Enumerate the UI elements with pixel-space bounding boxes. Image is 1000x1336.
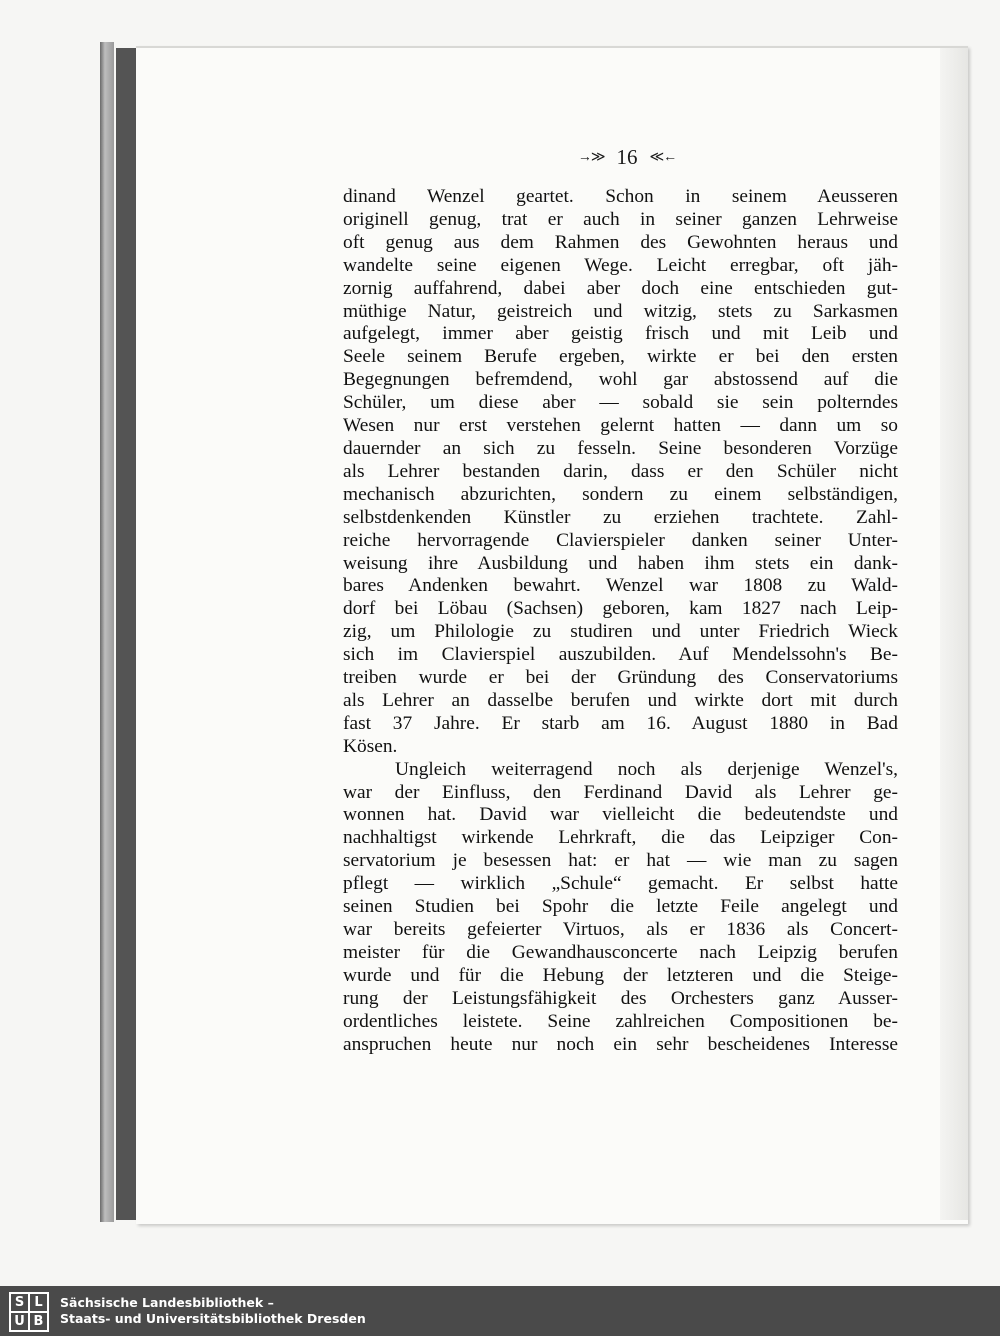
paragraph-end-line: Kösen. — [343, 735, 398, 757]
text-line: aufgelegt, immer aber geistig frisch und mit Leib und — [343, 323, 898, 345]
text-line: Wesen nur erst verstehen gelernt hatten — dann um so — [343, 415, 898, 437]
text-line: war bereits gefeierter Virtuos, als er 1836 als Concert- — [343, 919, 898, 940]
text-line: mechanisch abzurichten, sondern zu einem selbständigen, — [343, 483, 898, 505]
library-name-line-2: Staats- und Universitätsbibliothek Dresden — [60, 1311, 366, 1326]
text-line: nachhaltigst wirkende Lehrkraft, die das Leipziger Con- — [343, 827, 898, 849]
text-line: originell genug, trat er auch in seiner ganzen Lehrweise — [343, 208, 898, 230]
body-text — [343, 186, 898, 1056]
text-line: Begegnungen befremdend, wohl gar abstossend auf die — [343, 369, 898, 391]
text-line: wurde und für die Hebung der letzteren und die Steige- — [343, 964, 898, 986]
page-fold-shadow — [940, 48, 968, 1220]
text-line: Seele seinem Berufe ergeben, wirkte er bei den ersten — [343, 346, 898, 368]
text-line: zornig auffahrend, dabei aber doch eine entschieden gut- — [343, 277, 898, 299]
text-line: weisung ihre Ausbildung und haben ihm stets ein dank- — [343, 552, 898, 574]
text-line: fast 37 Jahre. Er starb am 16. August 1880 in Bad — [343, 712, 898, 734]
text-line: selbstdenkenden Künstler zu erziehen trachtete. Zahl- — [343, 506, 898, 528]
text-line: anspruchen heute nur noch ein sehr bescheidenes Interesse — [343, 1033, 898, 1055]
text-line: wandelte seine eigenen Wege. Leicht erregbar, oft jäh- — [343, 254, 898, 276]
text-line: als Lehrer an dasselbe berufen und wirkte dort mit durch — [343, 689, 898, 711]
library-name-line-1: Sächsische Landesbibliothek – — [60, 1295, 274, 1310]
page-number: 16 — [616, 144, 638, 169]
text-line: pflegt — wirklich „Schule“ gemacht. Er selbst hatte — [343, 873, 898, 895]
text-line: rung der Leistungsfähigkeit des Orchesters ganz Ausser- — [343, 987, 898, 1009]
text-line: oft genug aus dem Rahmen des Gewohnten heraus und — [343, 231, 898, 253]
text-line: treiben wurde er bei der Gründung des Conservatoriums — [343, 667, 898, 689]
book-spine — [116, 48, 136, 1220]
book-edge — [100, 42, 114, 1222]
text-line: wonnen hat. David war vielleicht die bedeutendste und — [343, 804, 898, 826]
paragraph-start-line: Ungleich weiterragend noch als derjenige Wenzel's, — [395, 758, 898, 780]
text-line: Schüler, um diese aber — sobald sie sein polterndes — [343, 392, 898, 414]
page-header — [560, 142, 694, 172]
text-line: dauernder an sich zu fesseln. Seine besonderen Vorzüge — [343, 437, 898, 459]
text-line: reiche hervorragende Clavierspieler danken seiner Unter- — [343, 529, 898, 551]
library-name — [60, 1295, 366, 1327]
text-line: müthige Natur, geistreich und witzig, stets zu Sarkasmen — [343, 300, 898, 322]
text-line: war der Einfluss, den Ferdinand David als Lehrer ge- — [343, 781, 898, 803]
text-line: sich im Clavierspiel auszubilden. Auf Mendelssohn's Be- — [343, 644, 898, 666]
text-line: als Lehrer bestanden darin, dass er den Schüler nicht — [343, 460, 898, 482]
text-line: servatorium je besessen hat: er hat — wie man zu sagen — [343, 850, 898, 872]
ornament-left-icon: →≫ — [577, 149, 605, 165]
library-footer — [0, 1286, 1000, 1336]
text-line: zig, um Philologie zu studiren und unter Friedrich Wieck — [343, 621, 898, 643]
text-line: dinand Wenzel geartet. Schon in seinem Aeusseren — [343, 186, 898, 207]
text-line: ordentliches leistete. Seine zahlreichen Compositionen be- — [343, 1010, 898, 1032]
text-line: dorf bei Löbau (Sachsen) geboren, kam 1827 nach Leip- — [343, 598, 898, 620]
slub-logo-icon: S L U B — [9, 1292, 49, 1332]
text-line: bares Andenken bewahrt. Wenzel war 1808 zu Wald- — [343, 575, 898, 597]
text-line: seinen Studien bei Spohr die letzte Feile angelegt und — [343, 896, 898, 918]
text-line: meister für die Gewandhausconcerte nach Leipzig berufen — [343, 941, 898, 963]
ornament-right-icon: ≪← — [649, 149, 677, 165]
